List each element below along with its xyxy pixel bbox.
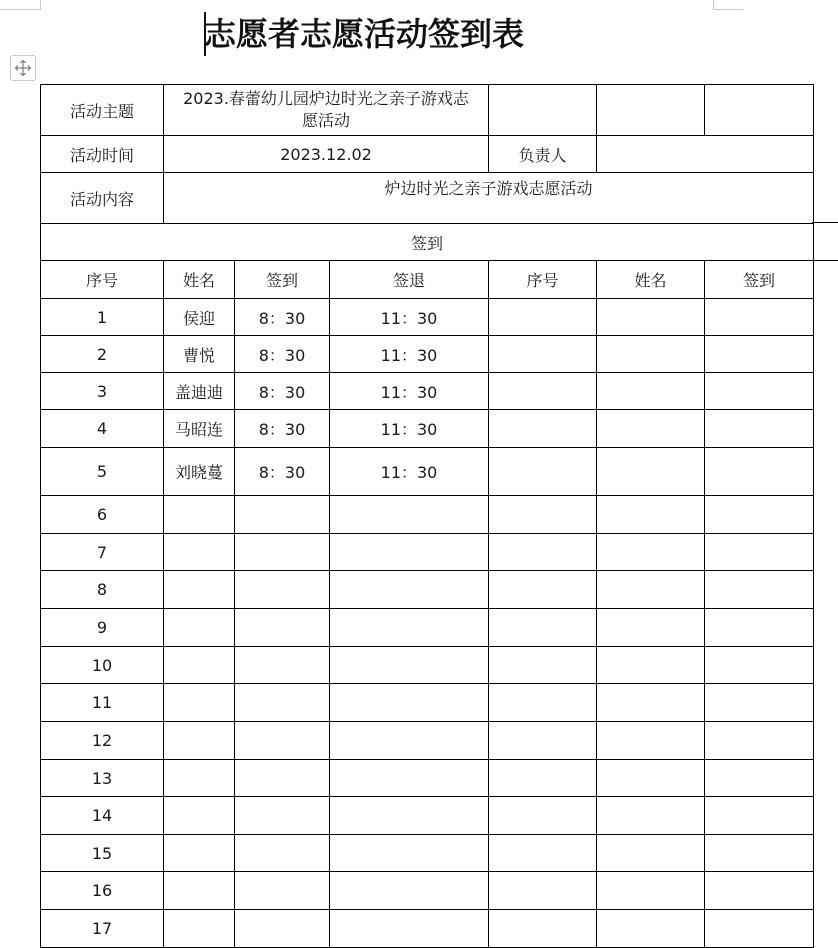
row-name[interactable] [164,760,235,797]
row-name[interactable] [164,722,235,760]
row-index-2[interactable] [489,910,597,948]
row-signin-2[interactable] [705,722,814,760]
header-signin: 签到 [235,261,330,299]
time-label: 活动时间 [41,136,164,173]
row-name-2[interactable] [597,647,705,684]
table-row [41,410,814,448]
row-signin[interactable] [235,722,330,760]
row-signin-2[interactable] [705,609,814,647]
table-row [41,571,814,609]
row-signin[interactable] [235,571,330,609]
info-row-content [41,173,814,224]
row-signout[interactable] [330,496,489,534]
content-value[interactable]: 炉边时光之亲子游戏志愿活动 [164,173,814,224]
row-name[interactable]: 曹悦 [164,336,235,373]
row-name-2[interactable] [597,534,705,571]
row-index-2[interactable] [489,797,597,835]
row-name[interactable] [164,496,235,534]
header-index: 序号 [41,261,164,299]
row-index-2[interactable] [489,684,597,722]
table-row [41,797,814,835]
row-name[interactable] [164,797,235,835]
header-name: 姓名 [164,261,235,299]
row-signin-2[interactable] [705,797,814,835]
row-index-2[interactable] [489,760,597,797]
row-signout[interactable] [330,910,489,948]
row-index-2[interactable] [489,571,597,609]
row-name-2[interactable] [597,609,705,647]
table-row [41,835,814,872]
row-signin-2[interactable] [705,760,814,797]
row-signin-2[interactable] [705,299,814,336]
row-signout[interactable] [330,647,489,684]
row-name[interactable] [164,571,235,609]
header-name-2: 姓名 [597,261,705,299]
row-signin-2[interactable] [705,684,814,722]
table-row [41,496,814,534]
page-title[interactable]: 志愿者志愿活动签到表 [204,15,525,53]
theme-extra-cell-1[interactable] [489,85,597,136]
row-name[interactable] [164,872,235,910]
row-signin[interactable] [235,647,330,684]
row-name[interactable] [164,684,235,722]
signin-section-label: 签到 [41,224,814,261]
row-signout[interactable] [330,760,489,797]
row-index-2[interactable] [489,872,597,910]
time-value[interactable]: 2023.12.02 [164,136,489,173]
header-index-2: 序号 [489,261,597,299]
row-signout[interactable]: 11：30 [330,373,489,410]
theme-extra-cell-3[interactable] [705,85,814,136]
crop-mark-right-horizontal [713,9,743,10]
table-header-row [41,261,814,299]
table-row [41,910,814,948]
row-signin[interactable]: 8：30 [235,410,330,448]
row-index[interactable]: 12 [41,722,164,760]
row-signin[interactable] [235,496,330,534]
row-name-2[interactable] [597,797,705,835]
row-index-2[interactable] [489,373,597,410]
theme-value: 2023.春蕾幼儿园炉边时光之亲子游戏志愿活动 [183,89,469,130]
row-index-2[interactable] [489,647,597,684]
row-name-2[interactable] [597,760,705,797]
row-signout[interactable]: 11：30 [330,448,489,496]
row-index[interactable]: 5 [41,448,164,496]
row-signin[interactable] [235,684,330,722]
row-signout[interactable] [330,722,489,760]
row-name-2[interactable] [597,571,705,609]
row-index[interactable]: 7 [41,534,164,571]
row-signout[interactable]: 11：30 [330,336,489,373]
row-signout[interactable] [330,534,489,571]
row-name-2[interactable] [597,496,705,534]
table-border-extension [812,260,838,261]
info-row-time [41,136,814,173]
row-signin-2[interactable] [705,496,814,534]
row-signin[interactable]: 8：30 [235,373,330,410]
table-row [41,448,814,496]
theme-label: 活动主题 [41,85,164,136]
header-signout: 签退 [330,261,489,299]
row-signin-2[interactable] [705,373,814,410]
row-signin-2[interactable] [705,534,814,571]
row-index[interactable]: 2 [41,336,164,373]
row-signin[interactable]: 8：30 [235,299,330,336]
row-index[interactable]: 8 [41,571,164,609]
row-signin[interactable] [235,760,330,797]
row-name-2[interactable] [597,373,705,410]
row-name[interactable] [164,534,235,571]
row-index[interactable]: 15 [41,835,164,872]
crop-mark-left-vertical [40,0,41,10]
signin-table [40,84,814,948]
row-name[interactable] [164,609,235,647]
row-index-2[interactable] [489,534,597,571]
table-row [41,684,814,722]
row-index-2[interactable] [489,336,597,373]
row-index[interactable]: 3 [41,373,164,410]
row-signout[interactable] [330,609,489,647]
row-name[interactable] [164,647,235,684]
header-signin-2: 签到 [705,261,814,299]
row-name-2[interactable] [597,872,705,910]
row-signin-2[interactable] [705,647,814,684]
row-name-2[interactable] [597,910,705,948]
row-signin[interactable] [235,910,330,948]
row-signin-2[interactable] [705,571,814,609]
row-index[interactable]: 9 [41,609,164,647]
row-name[interactable]: 马昭连 [164,410,235,448]
row-index[interactable]: 10 [41,647,164,684]
table-row [41,373,814,410]
row-index[interactable]: 14 [41,797,164,835]
table-row [41,647,814,684]
info-row-theme [41,85,814,136]
row-name[interactable]: 侯迎 [164,299,235,336]
table-move-handle[interactable] [10,55,36,81]
row-signout[interactable] [330,835,489,872]
table-row [41,760,814,797]
row-name-2[interactable] [597,299,705,336]
row-signout[interactable] [330,684,489,722]
row-signout[interactable] [330,872,489,910]
signin-section-row [41,224,814,261]
row-signin[interactable] [235,534,330,571]
theme-value-cell[interactable] [164,85,489,136]
table-row [41,299,814,336]
row-name[interactable] [164,910,235,948]
row-signin-2[interactable] [705,910,814,948]
table-row [41,872,814,910]
row-signout[interactable]: 11：30 [330,410,489,448]
row-index-2[interactable] [489,609,597,647]
row-index-2[interactable] [489,410,597,448]
row-signin[interactable] [235,797,330,835]
row-index-2[interactable] [489,835,597,872]
row-name-2[interactable] [597,684,705,722]
row-name[interactable]: 盖迪迪 [164,373,235,410]
row-index[interactable]: 13 [41,760,164,797]
row-signin[interactable] [235,872,330,910]
owner-label: 负责人 [489,136,597,173]
row-signin[interactable] [235,835,330,872]
row-index-2[interactable] [489,299,597,336]
move-icon [14,59,32,77]
row-name[interactable]: 刘晓蔓 [164,448,235,496]
row-name-2[interactable] [597,722,705,760]
row-index-2[interactable] [489,448,597,496]
row-name-2[interactable] [597,448,705,496]
theme-extra-cell-2[interactable] [597,85,705,136]
table-row [41,609,814,647]
row-index-2[interactable] [489,496,597,534]
row-signin[interactable] [235,609,330,647]
row-name-2[interactable] [597,835,705,872]
row-signout[interactable] [330,571,489,609]
table-row [41,534,814,571]
row-index[interactable]: 4 [41,410,164,448]
row-signout[interactable] [330,797,489,835]
row-signin-2[interactable] [705,872,814,910]
row-index[interactable]: 11 [41,684,164,722]
row-signin-2[interactable] [705,410,814,448]
row-signin-2[interactable] [705,448,814,496]
row-index[interactable]: 1 [41,299,164,336]
row-signin-2[interactable] [705,336,814,373]
row-name[interactable] [164,835,235,872]
row-index[interactable]: 17 [41,910,164,948]
row-index[interactable]: 6 [41,496,164,534]
row-name-2[interactable] [597,336,705,373]
table-border-extension [812,222,838,223]
row-index-2[interactable] [489,722,597,760]
row-signin[interactable]: 8：30 [235,336,330,373]
crop-mark-left-horizontal [0,9,40,10]
table-row [41,336,814,373]
content-label: 活动内容 [41,173,164,224]
row-name-2[interactable] [597,410,705,448]
table-row [41,722,814,760]
owner-value[interactable] [597,136,814,173]
row-signin[interactable]: 8：30 [235,448,330,496]
row-signout[interactable]: 11：30 [330,299,489,336]
row-signin-2[interactable] [705,835,814,872]
row-index[interactable]: 16 [41,872,164,910]
